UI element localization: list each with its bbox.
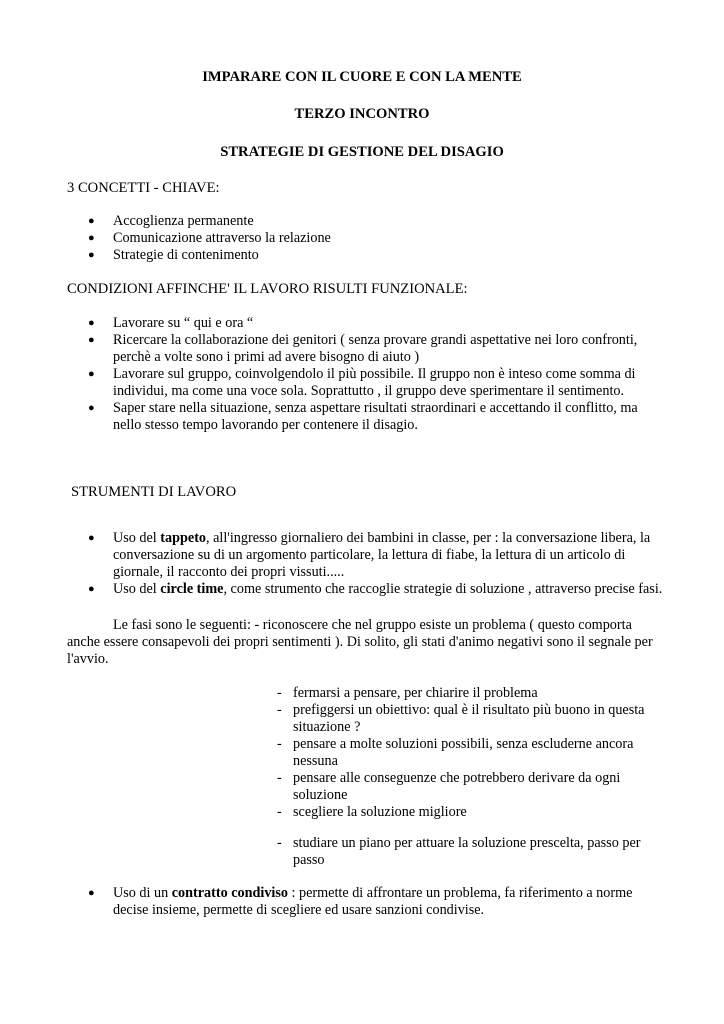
list-item: ● Strategie di contenimento bbox=[88, 247, 259, 263]
list-item: - studiare un piano per attuare la soluzione prescelta, passo per passo bbox=[277, 835, 641, 868]
document-topic: STRATEGIE DI GESTIONE DEL DISAGIO bbox=[220, 144, 504, 160]
list-item: ● Accoglienza permanente bbox=[88, 213, 254, 229]
list-item: - pensare a molte soluzioni possibili, senza escluderne ancora nessuna bbox=[277, 736, 634, 769]
fasi-paragraph: Le fasi sono le seguenti: - riconoscere che nel gruppo esiste un problema ( questo comporta anche essere consapevoli dei propri sentimenti ). Di solito, gli stati d'animo negativi sono il segnale per l'avvio. bbox=[67, 617, 653, 667]
bullet-icon: ● bbox=[88, 317, 95, 329]
list-item: ● Uso del tappeto, all'ingresso giornaliero dei bambini in classe, per : la conversazione libera, la conversazione su di un argomento particolare, la lettura di fiabe, la lettura di un articolo di giornale, il racconto dei propri vissuti..... bbox=[88, 530, 651, 580]
bullet-icon: ● bbox=[88, 402, 95, 414]
concetti-list bbox=[67, 213, 667, 264]
list-item: - pensare alle conseguenze che potrebbero derivare da ogni soluzione bbox=[277, 770, 621, 803]
list-item: ● Comunicazione attraverso la relazione bbox=[88, 230, 331, 246]
list-item: ● Uso del circle time, come strumento che raccoglie strategie di soluzione , attraverso precise fasi. bbox=[88, 581, 663, 597]
list-item: ● Saper stare nella situazione, senza aspettare risultati straordinari e accettando il conflitto, ma nello stesso tempo lavorando per contenere il disagio. bbox=[88, 400, 638, 433]
strumenti-list bbox=[67, 530, 667, 598]
document-title: IMPARARE CON IL CUORE E CON LA MENTE bbox=[202, 69, 522, 85]
list-item: ● Ricercare la collaborazione dei genitori ( senza provare grandi aspettative nei loro confronti, perchè a volte sono i primi ad avere bisogno di aiuto ) bbox=[88, 332, 638, 365]
bullet-icon: ● bbox=[88, 249, 95, 261]
bullet-icon: ● bbox=[88, 583, 95, 595]
condizioni-list bbox=[67, 315, 667, 434]
bullet-icon: ● bbox=[88, 334, 95, 346]
list-item: - scegliere la soluzione migliore bbox=[277, 804, 467, 820]
strumenti-heading: STRUMENTI DI LAVORO bbox=[71, 484, 237, 500]
bullet-icon: ● bbox=[88, 215, 95, 227]
condizioni-heading: CONDIZIONI AFFINCHE' IL LAVORO RISULTI FUNZIONALE: bbox=[67, 281, 468, 297]
bullet-icon: ● bbox=[88, 232, 95, 244]
bullet-icon: ● bbox=[88, 532, 95, 544]
document-subtitle: TERZO INCONTRO bbox=[294, 106, 430, 122]
list-item: - fermarsi a pensare, per chiarire il problema bbox=[277, 685, 538, 701]
fasi-list-last bbox=[277, 835, 667, 869]
concetti-heading: 3 CONCETTI - CHIAVE: bbox=[67, 180, 220, 196]
list-item: ● Lavorare sul gruppo, coinvolgendolo il più possibile. Il gruppo non è inteso come somma di individui, ma come una voce sola. Soprattutto , il gruppo deve sperimentare il sentimento. bbox=[88, 366, 636, 399]
strumenti-list-2 bbox=[67, 885, 667, 919]
list-item: - prefiggersi un obiettivo: qual è il risultato più buono in questa situazione ? bbox=[277, 702, 645, 735]
bullet-icon: ● bbox=[88, 887, 95, 899]
fasi-list bbox=[277, 685, 667, 821]
list-item: ● Lavorare su “ qui e ora “ bbox=[88, 315, 254, 331]
bullet-icon: ● bbox=[88, 368, 95, 380]
list-item: ● Uso di un contratto condiviso : permette di affrontare un problema, fa riferimento a norme decise insieme, permette di scegliere ed usare sanzioni condivise. bbox=[88, 885, 633, 918]
